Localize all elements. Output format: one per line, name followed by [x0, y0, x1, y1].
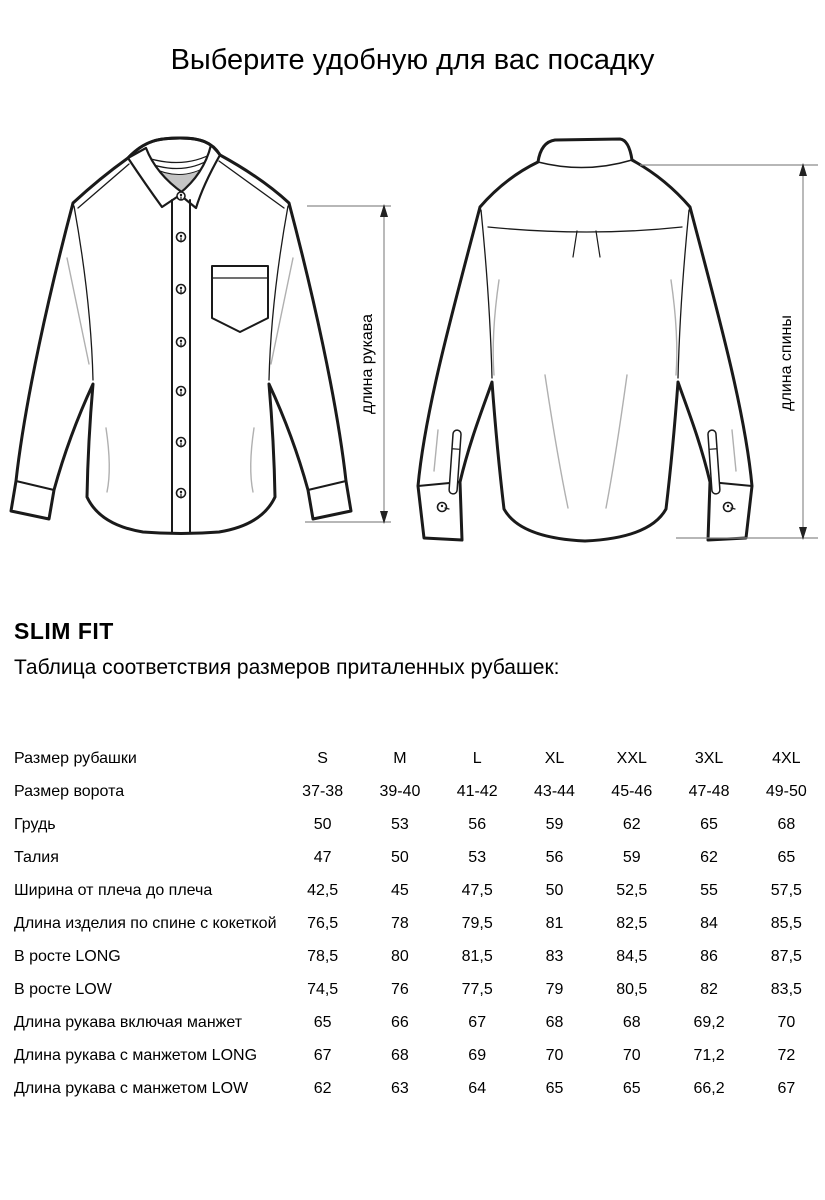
size-cell: 81	[545, 914, 564, 932]
size-cell: 80,5	[616, 980, 648, 998]
size-column-header: XXL	[616, 749, 647, 767]
size-cell: 83,5	[770, 980, 802, 998]
row-label: Размер ворота	[14, 782, 125, 800]
size-cell: 66,2	[693, 1079, 725, 1097]
size-cell: 84	[700, 914, 718, 932]
size-column-header: L	[472, 749, 482, 767]
shirt-front-drawing	[11, 138, 351, 534]
size-cell: 42,5	[307, 881, 339, 899]
size-cell: 70	[545, 1046, 564, 1064]
table-row	[14, 973, 825, 1006]
size-cell: 50	[545, 881, 564, 899]
size-cell: 47,5	[461, 881, 493, 899]
size-cell: 63	[391, 1079, 409, 1097]
size-cell: 56	[545, 848, 564, 866]
size-cell: 65	[622, 1079, 641, 1097]
table-row	[14, 1039, 825, 1072]
size-cell: 76,5	[307, 914, 339, 932]
size-cell: 37-38	[302, 782, 344, 800]
row-label: Длина рукава с манжетом LONG	[14, 1046, 258, 1064]
table-caption: Таблица соответствия размеров приталенных рубашек:	[14, 656, 560, 679]
size-cell: 65	[777, 848, 796, 866]
size-cell: 84,5	[616, 947, 648, 965]
size-cell: 77,5	[461, 980, 493, 998]
size-cell: 68	[622, 1013, 641, 1031]
size-cell: 65	[700, 815, 718, 833]
size-cell: 47	[313, 848, 332, 866]
size-cell: 68	[777, 815, 796, 833]
size-cell: 72	[777, 1046, 796, 1064]
row-label: Талия	[14, 848, 59, 866]
size-cell: 62	[313, 1079, 332, 1097]
size-cell: 45-46	[611, 782, 653, 800]
size-cell: 65	[313, 1013, 332, 1031]
size-cell: 67	[468, 1013, 487, 1031]
size-column-header: S	[317, 749, 328, 767]
size-cell: 68	[391, 1046, 409, 1064]
size-cell: 62	[700, 848, 718, 866]
size-cell: 57,5	[770, 881, 802, 899]
size-cell: 78	[391, 914, 409, 932]
size-cell: 79	[545, 980, 564, 998]
size-cell: 53	[391, 815, 409, 833]
size-cell: 87,5	[770, 947, 802, 965]
size-cell: 41-42	[456, 782, 498, 800]
size-cell: 68	[545, 1013, 564, 1031]
table-header-row	[14, 742, 825, 775]
shirt-back-drawing	[418, 139, 752, 541]
size-cell: 59	[622, 848, 641, 866]
size-cell: 86	[700, 947, 718, 965]
table-row	[14, 841, 825, 874]
chest-pocket	[212, 266, 268, 332]
size-cell: 79,5	[461, 914, 493, 932]
size-cell: 59	[545, 815, 564, 833]
size-cell: 66	[391, 1013, 409, 1031]
size-cell: 43-44	[534, 782, 575, 800]
size-column-header: 3XL	[694, 749, 724, 767]
sleeve-length-label: длина рукава	[359, 314, 376, 414]
fit-name-heading: SLIM FIT	[14, 618, 114, 644]
table-row	[14, 808, 825, 841]
size-column-header: XL	[544, 749, 565, 767]
size-cell: 82,5	[616, 914, 648, 932]
size-cell: 55	[700, 881, 718, 899]
table-row	[14, 874, 825, 907]
fit-diagram	[0, 130, 825, 555]
size-cell: 56	[468, 815, 487, 833]
size-cell: 83	[545, 947, 564, 965]
size-cell: 76	[391, 980, 409, 998]
size-cell: 78,5	[307, 947, 339, 965]
size-cell: 74,5	[307, 980, 339, 998]
size-cell: 71,2	[693, 1046, 725, 1064]
row-label: Грудь	[14, 815, 56, 833]
row-label: Длина изделия по спине с кокеткой	[14, 914, 277, 932]
table-row	[14, 907, 825, 940]
size-column-header: 4XL	[772, 749, 801, 767]
row-label: Длина рукава с манжетом LOW	[14, 1079, 249, 1097]
table-row	[14, 1006, 825, 1039]
size-table	[14, 742, 825, 1105]
size-column-header: M	[393, 749, 407, 767]
fit-diagram-svg	[0, 130, 825, 555]
size-cell: 80	[391, 947, 409, 965]
back-length-label: длина спины	[778, 315, 795, 411]
size-cell: 50	[391, 848, 409, 866]
size-cell: 50	[313, 815, 332, 833]
size-cell: 45	[391, 881, 409, 899]
page-title: Выберите удобную для вас посадку	[170, 44, 655, 76]
size-cell: 69	[468, 1046, 487, 1064]
row-label: В росте LONG	[14, 947, 121, 965]
size-cell: 82	[700, 980, 718, 998]
shirt-back-body	[418, 139, 752, 541]
size-cell: 52,5	[616, 881, 648, 899]
table-row	[14, 1072, 825, 1105]
table-row	[14, 775, 825, 808]
size-cell: 69,2	[693, 1013, 725, 1031]
size-cell: 62	[622, 815, 641, 833]
size-cell: 49-50	[765, 782, 807, 800]
size-cell: 85,5	[770, 914, 802, 932]
row-label: Ширина от плеча до плеча	[14, 881, 213, 899]
row-label: Длина рукава включая манжет	[14, 1013, 243, 1031]
size-cell: 64	[468, 1079, 487, 1097]
row-label: Размер рубашки	[14, 749, 137, 767]
size-cell: 70	[622, 1046, 641, 1064]
size-cell: 53	[468, 848, 487, 866]
size-cell: 39-40	[379, 782, 421, 800]
size-cell: 47-48	[688, 782, 730, 800]
size-cell: 65	[545, 1079, 564, 1097]
size-cell: 67	[777, 1079, 796, 1097]
row-label: В росте LOW	[14, 980, 112, 998]
size-cell: 70	[777, 1013, 796, 1031]
size-cell: 81,5	[461, 947, 493, 965]
size-cell: 67	[313, 1046, 332, 1064]
table-row	[14, 940, 825, 973]
